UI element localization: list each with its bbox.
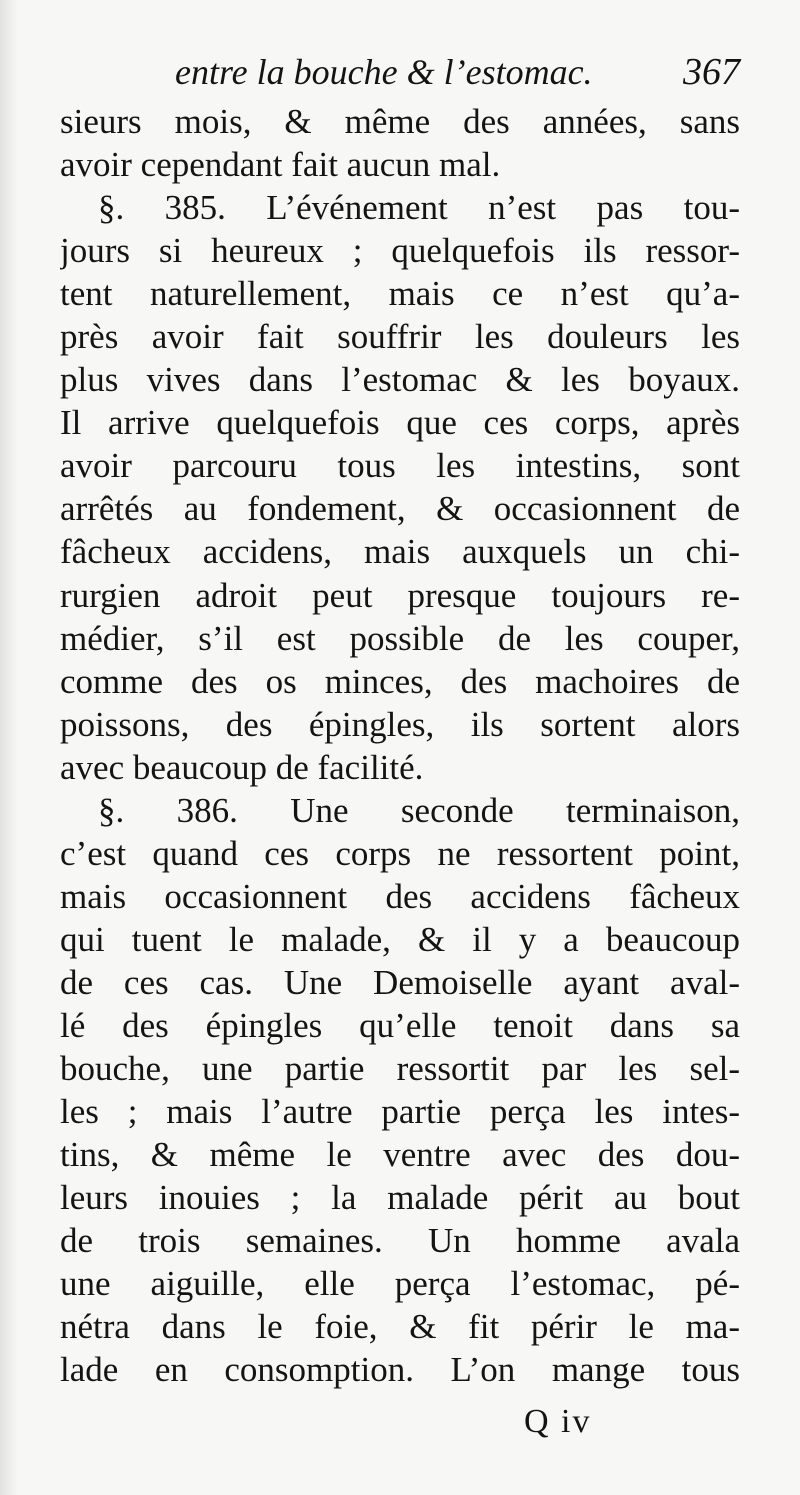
text-line: Il arrive quelquefois que ces corps, après <box>60 403 740 443</box>
page-number: 367 <box>683 51 740 93</box>
text-line: plus vives dans l’estomac & les boyaux. <box>60 360 740 400</box>
text-line: lé des épingles qu’elle tenoit dans sa <box>60 1005 740 1045</box>
text-line: les ; mais l’autre partie perça les intes- <box>60 1092 740 1132</box>
text-line: sieurs mois, & même des années, sans <box>60 102 740 141</box>
text-line: mais occasionnent des accidens fâcheux <box>60 876 740 916</box>
text-line: de trois semaines. Un homme avala <box>60 1221 740 1261</box>
text-line: bouche, une partie ressortit par les sel- <box>60 1049 740 1089</box>
text-line: leurs inouies ; la malade périt au bout <box>60 1178 740 1218</box>
text-line: poissons, des épingles, ils sortent alors <box>60 704 740 744</box>
text-line: une aiguille, elle perça l’estomac, pé- <box>60 1264 740 1304</box>
running-title: entre la bouche & l’estomac. <box>175 52 593 92</box>
text-line: fâcheux accidens, mais auxquels un chi- <box>60 532 740 572</box>
text-line: lade en consomption. L’on mange tous <box>60 1350 740 1390</box>
text-line: qui tuent le malade, & il y a beaucoup <box>60 919 740 959</box>
text-line: de ces cas. Une Demoiselle ayant aval- <box>60 962 740 1002</box>
text-line: arrêtés au fondement, & occasionnent de <box>60 489 740 529</box>
text-line: avoir parcouru tous les intestins, sont <box>60 446 740 486</box>
text-line: nétra dans le foie, & fit périr le ma- <box>60 1307 740 1347</box>
running-head <box>60 48 740 96</box>
text-line: avoir cependant fait aucun mal. <box>60 145 501 185</box>
text-line: près avoir fait souffrir les douleurs les <box>60 317 740 357</box>
text-line: jours si heureux ; quelquefois ils ressor- <box>60 231 740 271</box>
text-line: comme des os minces, des machoires de <box>60 661 740 701</box>
text-line: avec beaucoup de facilité. <box>60 747 424 787</box>
section-386-heading-line: §. 386. Une seconde terminaison, <box>98 790 740 830</box>
text-line: tins, & même le ventre avec des dou- <box>60 1135 740 1175</box>
text-line: médier, s’il est possible de les couper, <box>60 618 740 658</box>
body-text <box>60 100 740 1391</box>
section-385-heading-line: §. 385. L’événement n’est pas tou- <box>98 188 740 228</box>
text-line: c’est quand ces corps ne ressortent point, <box>60 833 740 873</box>
signature-mark: Q iv <box>524 1403 592 1440</box>
text-line: tent naturellement, mais ce n’est qu’a- <box>60 274 740 314</box>
text-line: rurgien adroit peut presque toujours re- <box>60 575 740 615</box>
